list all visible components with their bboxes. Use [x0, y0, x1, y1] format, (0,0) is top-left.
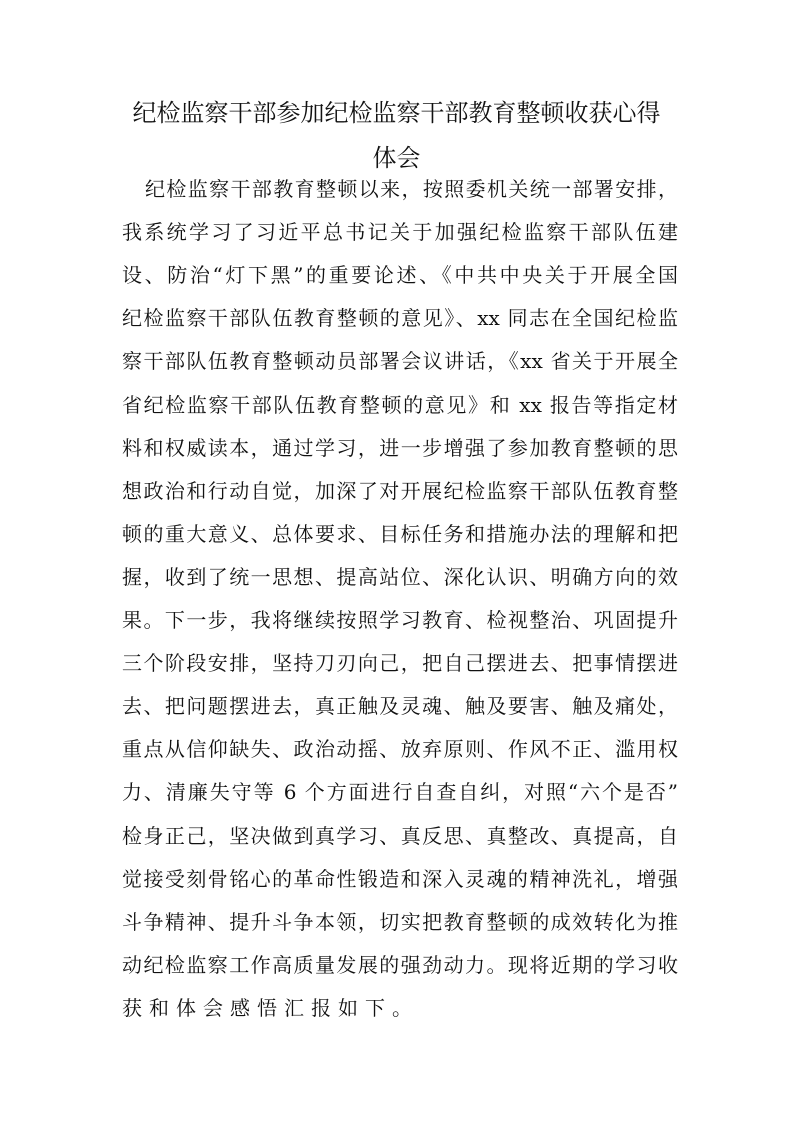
paragraph-line: 获和体会感悟汇报如下。	[122, 995, 419, 1020]
paragraph-line: 果。下一步，我将继续按照学习教育、检视整治、巩固提升	[122, 608, 678, 632]
paragraph-line: 检身正己，坚决做到真学习、真反思、真整改、真提高，自	[122, 823, 678, 848]
document-title-line-2: 体会	[372, 144, 421, 172]
paragraph-line: 重点从信仰缺失、政治动摇、放弃原则、作风不正、滥用权	[122, 737, 678, 762]
document-title-line-1: 纪检监察干部参加纪检监察干部教育整顿收获心得	[132, 99, 661, 127]
paragraph-line: 想政治和行动自觉，加深了对开展纪检监察干部队伍教育整	[122, 478, 678, 503]
paragraph-line: 顿的重大意义、总体要求、目标任务和措施办法的理解和把	[122, 521, 678, 546]
paragraph-line: 纪检监察干部教育整顿以来，按照委机关统一部署安排，	[145, 177, 678, 201]
paragraph-line: 省纪检监察干部队伍教育整顿的意见》和 xx 报告等指定材	[122, 392, 678, 417]
paragraph-line: 觉接受刻骨铭心的革命性锻造和深入灵魂的精神洗礼，增强	[122, 866, 678, 891]
paragraph-line: 三个阶段安排，坚持刀刃向己，把自己摆进去、把事情摆进	[122, 651, 678, 676]
paragraph-line: 我系统学习了习近平总书记关于加强纪检监察干部队伍建	[122, 220, 678, 245]
paragraph-line: 纪检监察干部队伍教育整顿的意见》、xx 同志在全国纪检监	[122, 306, 678, 331]
paragraph-line: 去、把问题摆进去，真正触及灵魂、触及要害、触及痛处，	[122, 694, 678, 719]
paragraph-line: 斗争精神、提升斗争本领，切实把教育整顿的成效转化为推	[122, 909, 678, 934]
paragraph-line: 料和权威读本，通过学习，进一步增强了参加教育整顿的思	[122, 435, 678, 460]
paragraph-line: 握，收到了统一思想、提高站位、深化认识、明确方向的效	[122, 564, 678, 589]
paragraph-line: 设、防治“灯下黑”的重要论述、《中共中央关于开展全国	[122, 263, 678, 288]
paragraph-line: 动纪检监察工作高质量发展的强劲动力。现将近期的学习收	[122, 952, 678, 977]
paragraph-line: 力、清廉失守等 6 个方面进行自查自纠，对照“六个是否”	[122, 780, 678, 805]
paragraph-line: 察干部队伍教育整顿动员部署会议讲话，《xx 省关于开展全	[122, 349, 678, 374]
